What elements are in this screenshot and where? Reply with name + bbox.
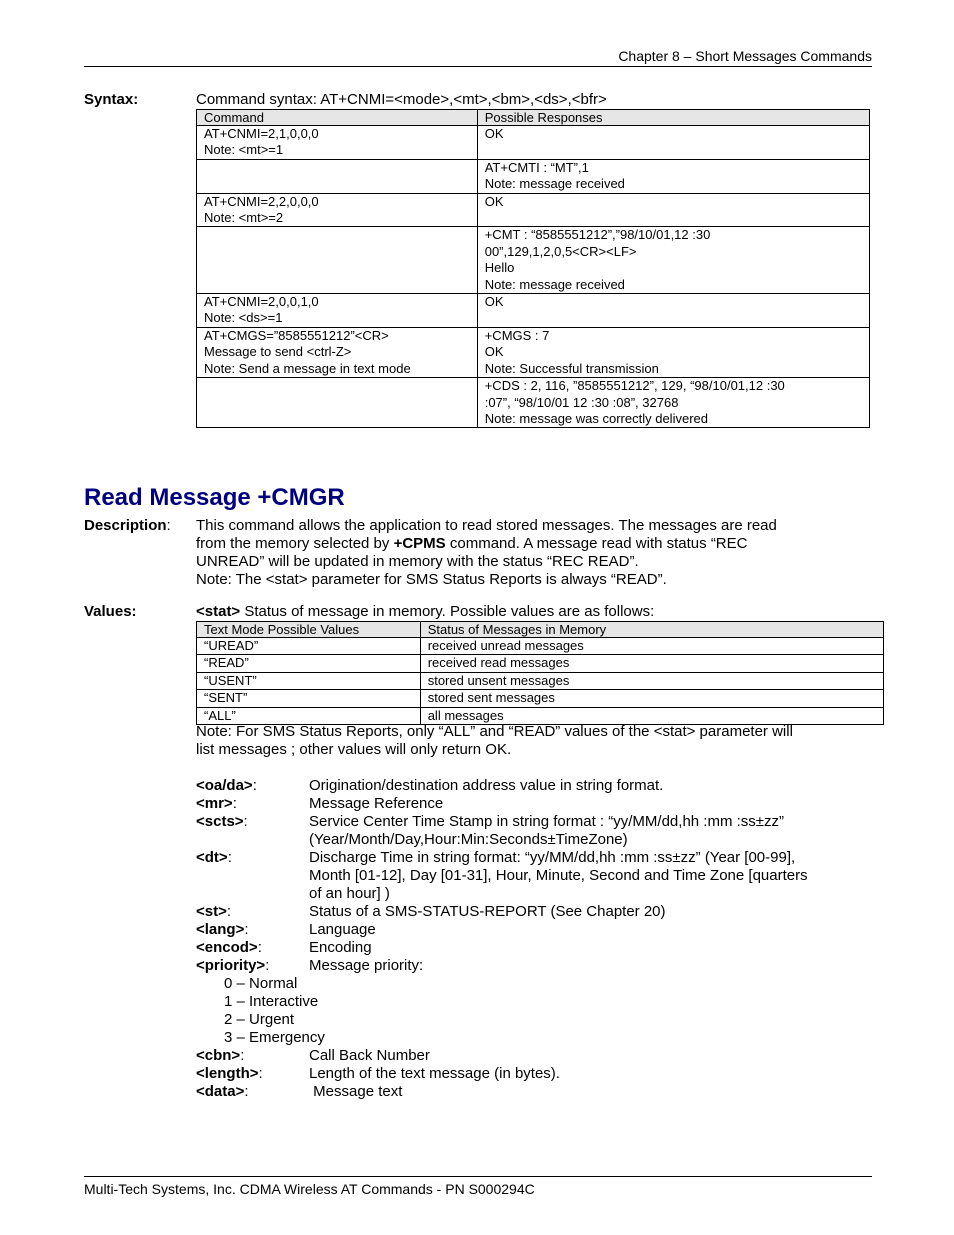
stat-row (197, 707, 884, 724)
header-text: Chapter 8 – Short Messages Commands (618, 48, 872, 64)
syntax-row (197, 378, 870, 428)
parameter-name: <mr> (196, 795, 233, 812)
description-line: from the memory selected by +CPMS command. A message read with status “REC (196, 535, 748, 552)
parameter-name: <encod> (196, 939, 258, 956)
syntax-line: Command syntax: AT+CNMI=<mode>,<mt>,<bm>,<ds>,<bfr> (196, 91, 607, 108)
description-line: Status of a SMS-STATUS-REPORT (See Chapter 20) (309, 903, 666, 920)
table-cell: “ALL” (197, 707, 421, 724)
parameter-description (309, 777, 849, 795)
table-cell (197, 378, 478, 428)
column-header: Command (197, 110, 478, 126)
parameter-description (309, 813, 849, 849)
parameter-colon: : (244, 921, 249, 938)
syntax-row (197, 126, 870, 160)
description-line: Service Center Time Stamp in string format : “yy/MM/dd,hh :mm :ss±zz” (309, 813, 785, 830)
parameter-colon: : (226, 903, 232, 920)
parameter-colon: : (258, 1065, 263, 1082)
table-cell: all messages (420, 707, 883, 724)
table-cell: AT+CNMI=2,0,0,1,0 Note: <ds>=1 (197, 294, 478, 328)
parameter-description (309, 921, 849, 939)
table-header-row (197, 110, 870, 126)
parameter-description (309, 1083, 849, 1101)
parameter-colon: : (227, 849, 232, 866)
parameter-description (309, 849, 849, 903)
stat-intro: <stat> Status of message in memory. Possible values are as follows: (196, 603, 655, 620)
parameter-name: <cbn> (196, 1047, 241, 1064)
table-cell: “READ” (197, 655, 421, 672)
stat-row (197, 690, 884, 707)
description-label: Description: (84, 517, 171, 534)
table-cell: AT+CNMI=2,2,0,0,0 Note: <mt>=2 (197, 193, 478, 227)
description-line: Origination/destination address value in string format. (309, 777, 664, 794)
parameter-item (196, 813, 856, 849)
note-line: Note: For SMS Status Reports, only “ALL” and “READ” values of the <stat> parameter will (196, 723, 793, 740)
parameter-name: <data> (196, 1083, 245, 1100)
syntax-label: Syntax: (84, 91, 139, 108)
description-line: (Year/Month/Day,Hour:Min:Seconds±TimeZone) (309, 831, 628, 848)
parameter-item (196, 1047, 856, 1065)
parameter-item (196, 921, 856, 939)
table-cell (197, 227, 478, 294)
stat-note (196, 723, 856, 759)
parameter-item (196, 849, 856, 903)
description-line: Note: The <stat> parameter for SMS Status Reports is always “READ”. (196, 571, 667, 588)
description-line: Encoding (309, 939, 372, 956)
page-footer: Multi-Tech Systems, Inc. CDMA Wireless AT Commands - PN S000294C (84, 1181, 535, 1197)
parameter-colon: : (257, 939, 262, 956)
parameter-description (309, 795, 849, 813)
parameter-colon: : (252, 777, 257, 794)
description-line: Discharge Time in string format: “yy/MM/dd,hh :mm :ss±zz” (Year [00-99], (309, 849, 796, 866)
parameter-name: <lang> (196, 921, 245, 938)
footer-divider (84, 1176, 872, 1177)
parameter-item (196, 795, 856, 813)
parameter-description (309, 939, 849, 957)
table-cell: +CMGS : 7 OK Note: Successful transmission (477, 327, 869, 377)
parameter-colon: : (240, 1047, 245, 1064)
syntax-row (197, 159, 870, 193)
page-header (84, 47, 872, 67)
parameter-name: <dt> (196, 849, 228, 866)
table-cell: “USENT” (197, 672, 421, 689)
priority-option: 3 – Emergency (224, 1029, 325, 1046)
parameter-item (196, 957, 856, 975)
description-line: Call Back Number (309, 1047, 430, 1064)
stat-row (197, 672, 884, 689)
description-line: Message Reference (309, 795, 444, 812)
parameter-name: <priority> (196, 957, 266, 974)
table-cell: +CMT : “8585551212”,”98/10/01,12 :30 00”,129,1,2,0,5<CR><LF> Hello Note: message received (477, 227, 869, 294)
parameter-item (196, 1065, 856, 1083)
syntax-table (196, 109, 870, 428)
column-header: Text Mode Possible Values (197, 622, 421, 638)
parameter-colon: : (232, 795, 237, 812)
column-header: Possible Responses (477, 110, 869, 126)
description-line: This command allows the application to read stored messages. The messages are read (196, 517, 777, 534)
parameter-item (196, 1083, 856, 1101)
table-cell: OK (477, 294, 869, 328)
table-cell: stored unsent messages (420, 672, 883, 689)
parameter-description (309, 957, 849, 975)
description-line: of an hour] ) (309, 885, 390, 902)
description-line: Length of the text message (in bytes). (309, 1065, 560, 1082)
parameter-name: <scts> (196, 813, 244, 830)
parameter-item (196, 903, 856, 921)
priority-option: 1 – Interactive (224, 993, 319, 1010)
description-line: UNREAD” will be updated in memory with the status “REC READ”. (196, 553, 639, 570)
syntax-row (197, 193, 870, 227)
parameter-item (196, 939, 856, 957)
priority-option: 2 – Urgent (224, 1011, 295, 1028)
syntax-row (197, 294, 870, 328)
table-cell: stored sent messages (420, 690, 883, 707)
table-cell: “SENT” (197, 690, 421, 707)
syntax-row (197, 227, 870, 294)
parameter-colon: : (265, 957, 270, 974)
parameter-list (196, 777, 856, 1101)
section-title: Read Message +CMGR (84, 484, 345, 511)
description-line: Message priority: (309, 957, 424, 974)
table-cell: AT+CMGS=”8585551212”<CR> Message to send <ctrl-Z> Note: Send a message in text mode (197, 327, 478, 377)
table-header-row (197, 622, 884, 638)
table-cell (197, 159, 478, 193)
description-line: Language (309, 921, 376, 938)
description-line: Message text (309, 1083, 403, 1100)
parameter-colon: : (243, 813, 248, 830)
stat-row (197, 638, 884, 655)
parameter-colon: : (244, 1083, 249, 1100)
parameter-item (196, 777, 856, 795)
values-label: Values: (84, 603, 137, 620)
description-line: Month [01-12], Day [01-31], Hour, Minute, Second and Time Zone [quarters (309, 867, 808, 884)
column-header: Status of Messages in Memory (420, 622, 883, 638)
table-cell: AT+CNMI=2,1,0,0,0 Note: <mt>=1 (197, 126, 478, 160)
parameter-name: <oa/da> (196, 777, 253, 794)
table-cell: received unread messages (420, 638, 883, 655)
note-line: list messages ; other values will only return OK. (196, 741, 512, 758)
table-cell: OK (477, 126, 869, 160)
parameter-name: <length> (196, 1065, 259, 1082)
table-cell: +CDS : 2, 116, ”8585551212”, 129, “98/10/01,12 :30 :07”, “98/10/01 12 :30 :08”, 32768 Note: message was correctly delivered (477, 378, 869, 428)
description-text (196, 517, 856, 589)
stat-row (197, 655, 884, 672)
parameter-description (309, 1047, 849, 1065)
table-cell: “UREAD” (197, 638, 421, 655)
parameter-description (309, 1065, 849, 1083)
parameter-description (309, 903, 849, 921)
table-cell: OK (477, 193, 869, 227)
stat-table (196, 621, 884, 725)
table-cell: received read messages (420, 655, 883, 672)
parameter-name: <st> (196, 903, 227, 920)
syntax-row (197, 327, 870, 377)
table-cell: AT+CMTI : “MT”,1 Note: message received (477, 159, 869, 193)
priority-option: 0 – Normal (224, 975, 298, 992)
